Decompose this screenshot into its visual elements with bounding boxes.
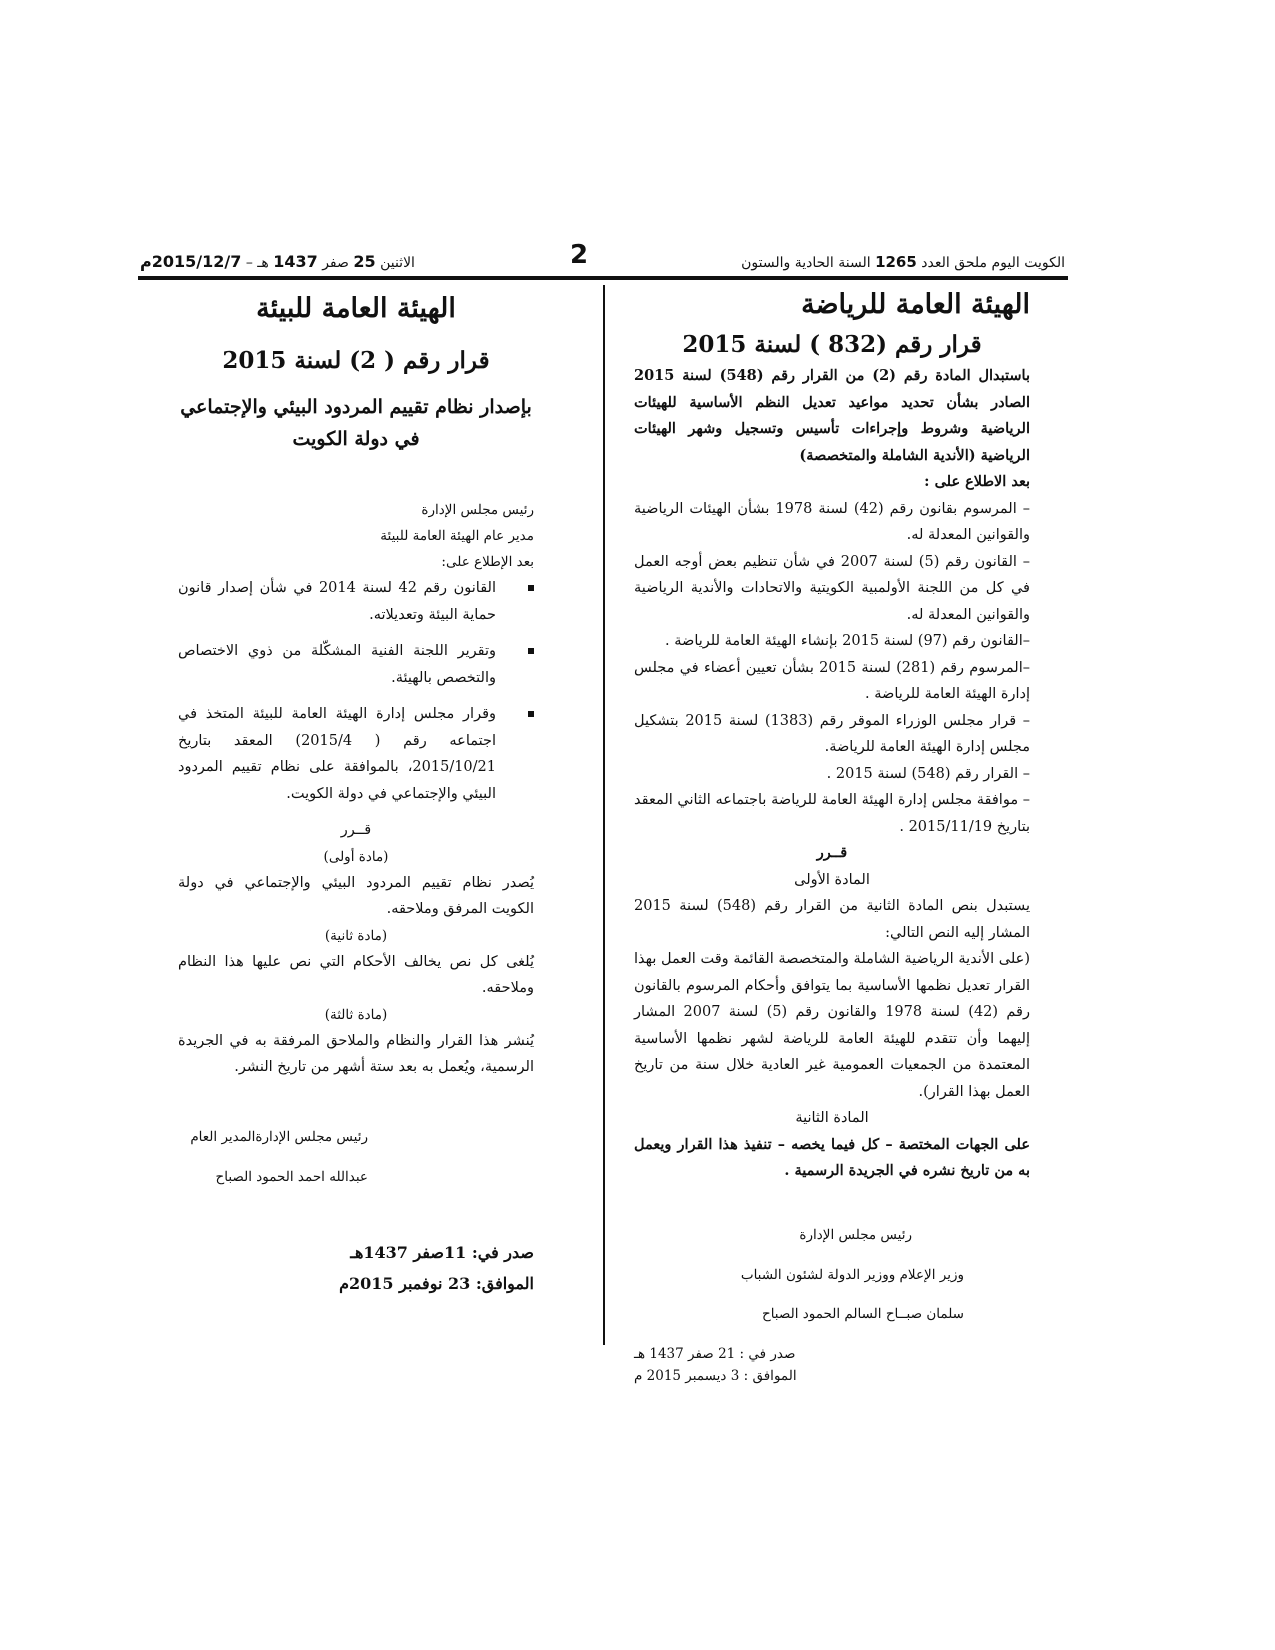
header-issue-number: 1265: [875, 253, 917, 271]
sport-article2-text: على الجهات المختصة – كل فيما يخصه – تنفيذ هذا القرار ويعمل به من تاريخ نشره في الجريدة الرسمية .: [634, 1135, 1030, 1179]
sport-authority-column: [634, 285, 1030, 1385]
env-ref-board-decision: وقرار مجلس إدارة الهيئة العامة للبيئة المتخذ في اجتماعه رقم ( 2015/4) المعقد بتاريخ 2015/10/21، بالموافقة على نظام تقييم المردود البيئي والإجتماعي في دولة الكويت.: [178, 706, 497, 802]
bullet-square-icon: [528, 711, 534, 717]
header-year-text: السنة الحادية والستون: [741, 255, 871, 271]
env-org-title: الهيئة العامة للبيئة: [256, 293, 456, 324]
header-hijri-suffix: هـ –: [245, 255, 269, 271]
env-art1-title: (مادة أولى): [323, 848, 389, 865]
sport-article1-quote: (على الأندية الرياضية الشاملة والمتخصصة القائمة وقت العمل بهذا القرار تعديل نظمها الأساسية بما يتوافق وأحكام المرسوم بالقانون رقم (42) لسنة 1978 والقانون رقم (5) لسنة 2007 المشار إليهما وأن تتقدم للهيئة العامة للرياضة لشهر نظمها الأساسية المعتمدة من الجمعيات العمومية غير العادية خلال سنة من تاريخ العمل بهذا القرار).: [634, 951, 1030, 1100]
environment-authority-column: [178, 285, 534, 1299]
env-subject-line2: في دولة الكويت: [292, 428, 420, 450]
env-ref-committee-report: وتقرير اللجنة الفنية المشكّلة من ذوي الاختصاص والتخصص بالهيئة.: [178, 643, 496, 686]
column-divider: [603, 285, 605, 1345]
sport-ref-board-approval: – موافقة مجلس إدارة الهيئة العامة للرياضة باجتماعه الثاني المعقد بتاريخ 2015/11/19 .: [634, 792, 1030, 835]
sport-sig-name: سلمان صبــاح السالم الحمود الصباح: [761, 1306, 964, 1322]
bullet-square-icon: [528, 585, 534, 591]
header-hijri-month: صفر: [322, 255, 349, 271]
sport-ref-law-42: – المرسوم بقانون رقم (42) لسنة 1978 بشأن الهيئات الرياضية والقوانين المعدلة له.: [634, 500, 1030, 543]
env-decided: قــرر: [340, 822, 372, 838]
env-issued-hijri: صدر في: 11صفر 1437هـ: [350, 1243, 534, 1262]
sport-after-review: بعد الاطلاع على :: [924, 473, 1030, 490]
env-sig-name: عبدالله احمد الحمود الصباح: [215, 1168, 368, 1185]
header-hijri-year: 1437: [273, 252, 318, 271]
env-art1-text: يُصدر نظام تقييم المردود البيئي والإجتماعي في دولة الكويت المرفق وملاحقه.: [178, 874, 534, 917]
env-decision-title: قرار رقم ( 2) لسنة 2015: [222, 347, 490, 374]
sport-issued-gregorian: الموافق : 3 ديسمبر 2015 م: [634, 1367, 797, 1384]
env-from-director: مدير عام الهيئة العامة للبيئة: [380, 528, 534, 544]
env-ref-law-42: القانون رقم 42 لسنة 2014 في شأن إصدار قانون حماية البيئة وتعديلاته.: [178, 580, 496, 623]
sport-signature-block: [634, 1222, 1030, 1327]
header-rule: [138, 276, 1068, 280]
env-after-review: بعد الإطلاع على:: [441, 554, 534, 570]
env-issued-gregorian: الموافق: 23 نوفمبر 2015م: [339, 1274, 534, 1293]
sport-ref-law-5: – القانون رقم (5) لسنة 2007 في شأن تنظيم بعض أوجه العمل في كل من اللجنة الأولمبية الكويتية والاتحادات والأندية الرياضية والقوانين المعدلة له.: [634, 553, 1030, 623]
env-art2-title: (مادة ثانية): [324, 927, 388, 944]
sport-sig-role: وزير الإعلام ووزير الدولة لشئون الشباب: [740, 1266, 964, 1283]
header-publication-prefix: الكويت اليوم ملحق العدد: [921, 255, 1065, 271]
env-art3-title: (مادة ثالثة): [324, 1006, 388, 1023]
header-day: الاثنين: [380, 255, 415, 271]
page-number: 2: [570, 240, 589, 270]
sport-article2-title: المادة الثانية: [795, 1110, 869, 1126]
env-art3-text: يُنشر هذا القرار والنظام والملاحق المرفقة به في الجريدة الرسمية، ويُعمل به بعد ستة أشهر من تاريخ النشر.: [178, 1032, 534, 1075]
sport-ref-cabinet-1383: – قرار مجلس الوزراء الموقر رقم (1383) لسنة 2015 بتشكيل مجلس إدارة الهيئة العامة للرياضة.: [634, 712, 1030, 755]
header-publication: [741, 253, 1065, 271]
sport-decided: قــرر: [816, 844, 848, 861]
sport-article1-title: المادة الأولى: [794, 871, 870, 888]
env-sig-title: رئيس مجلس الإدارةالمدير العام: [190, 1129, 368, 1145]
header-date: [140, 252, 415, 271]
env-art2-text: يُلغى كل نص يخالف الأحكام التي نص عليها هذا النظام وملاحقه.: [178, 953, 534, 996]
bullet-square-icon: [528, 648, 534, 654]
header-hijri-day: 25: [353, 252, 376, 271]
page-header: [140, 240, 1065, 278]
list-item: [178, 701, 534, 807]
sport-article1-text: يستبدل بنص المادة الثانية من القرار رقم (548) لسنة 2015 المشار إليه النص التالي:: [634, 898, 1030, 941]
sport-sig-title: رئيس مجلس الإدارة: [799, 1227, 912, 1243]
env-references-list: [178, 575, 534, 807]
list-item: [178, 638, 534, 691]
env-from-chairman: رئيس مجلس الإدارة: [421, 502, 534, 518]
list-item: [178, 575, 534, 628]
sport-ref-law-97: –القانون رقم (97) لسنة 2015 بإنشاء الهيئة العامة للرياضة .: [665, 633, 1030, 649]
sport-issued-hijri: صدر في : 21 صفر 1437 هـ: [634, 1345, 796, 1362]
env-subject-line1: بإصدار نظام تقييم المردود البيئي والإجتماعي: [180, 396, 532, 418]
header-gregorian-date: 2015/12/7م: [140, 252, 242, 271]
sport-decision-title: قرار رقم (832 ) لسنة 2015: [682, 331, 982, 358]
sport-ref-decree-281: –المرسوم رقم (281) لسنة 2015 بشأن تعيين أعضاء في مجلس إدارة الهيئة العامة للرياضة .: [634, 659, 1030, 702]
sport-issue-date: [634, 1341, 1030, 1385]
sport-preamble: باستبدال المادة رقم (2) من القرار رقم (548) لسنة 2015 الصادر بشأن تحديد مواعيد تعديل النظم الأساسية للهيئات الرياضية وشروط وإجراءات تأسيس وتسجيل وشهر الهيئات الرياضية (الأندية الشاملة والمتخصصة): [634, 367, 1030, 464]
sport-org-title: الهيئة العامة للرياضة: [801, 289, 1030, 320]
sport-ref-decision-548: – القرار رقم (548) لسنة 2015 .: [826, 765, 1030, 782]
env-signature-block: [178, 1124, 534, 1190]
